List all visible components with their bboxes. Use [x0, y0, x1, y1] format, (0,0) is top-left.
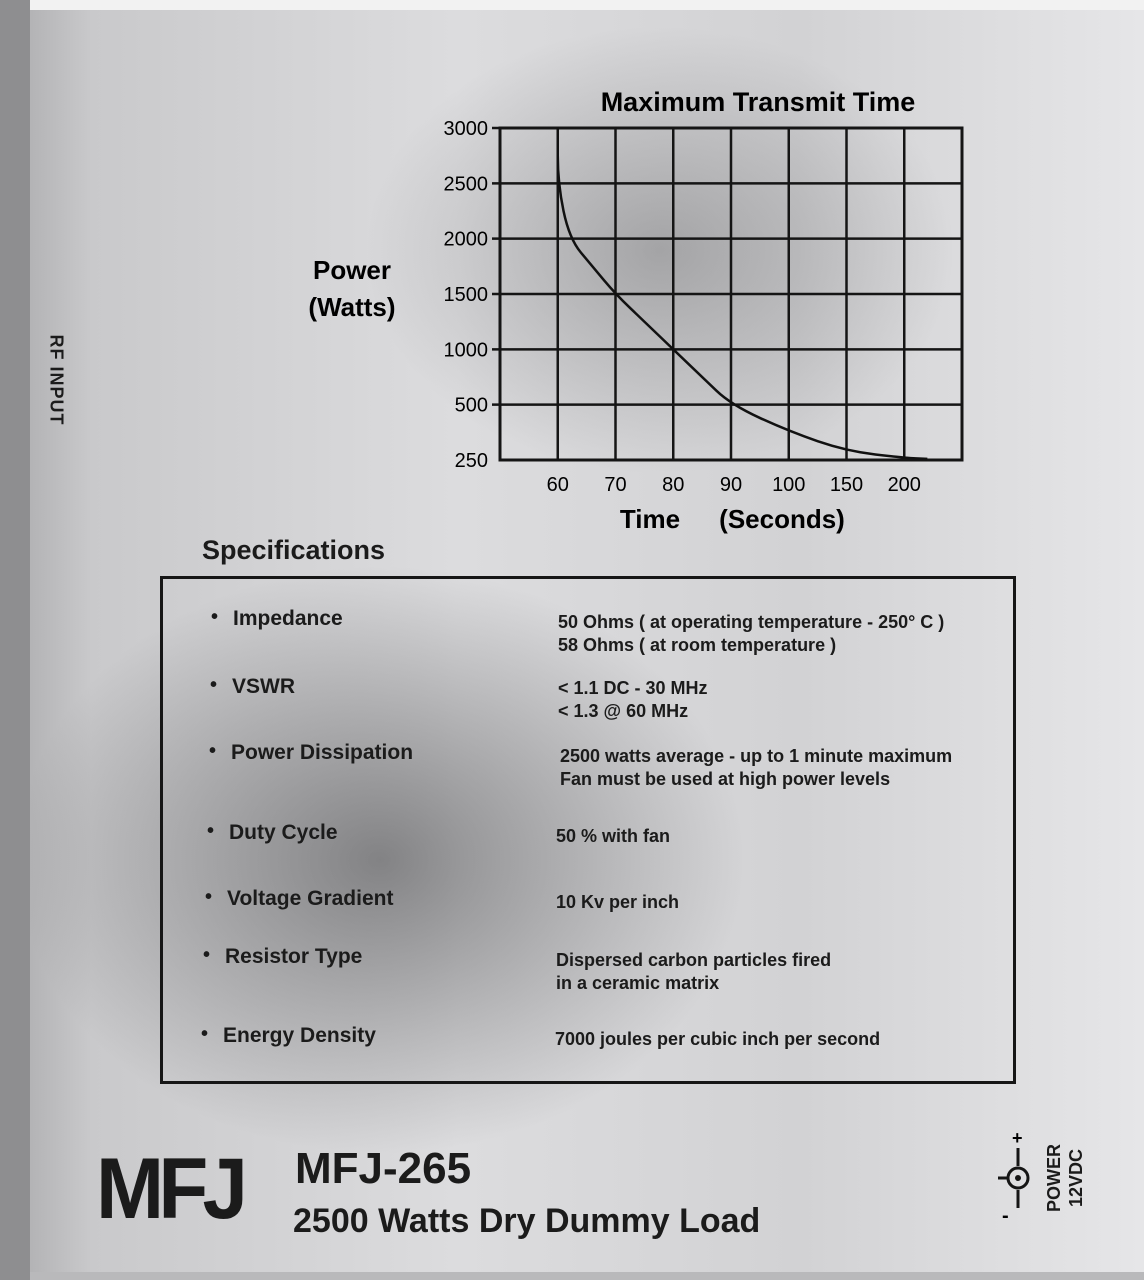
spec-value-line: 10 Kv per inch [556, 892, 680, 912]
rf-input-label [36, 325, 76, 435]
chart-title: Maximum Transmit Time [600, 87, 916, 117]
x-tick-label: 70 [604, 474, 627, 496]
y-tick-label: 250 [454, 450, 488, 472]
power-label [1036, 1132, 1094, 1224]
spec-values [555, 1028, 880, 1051]
spec-value-line: 2500 watts average - up to 1 minute maximum [560, 746, 953, 766]
minus-sign: - [1002, 1205, 1009, 1227]
spec-value-line: < 1.1 DC - 30 MHz [558, 678, 708, 698]
specifications-table [160, 576, 1016, 1084]
spec-label: • Impedance [233, 607, 343, 631]
x-axis-label-line1: Time [619, 504, 681, 534]
spec-label: • VSWR [232, 675, 295, 699]
x-axis-label-line2: (Seconds) [719, 504, 845, 534]
x-tick-label: 80 [662, 474, 685, 496]
y-tick-label: 3000 [443, 118, 488, 140]
spec-values [558, 611, 944, 657]
rf-input-text: RF INPUT [46, 334, 67, 426]
x-tick-label: 150 [829, 474, 864, 496]
y-tick-label: 2500 [443, 173, 488, 196]
dc-jack-polarity-icon [994, 1130, 1042, 1230]
y-axis-label-line1: Power [312, 255, 392, 285]
spec-label: • Voltage Gradient [227, 887, 393, 911]
plus-sign: + [1012, 1130, 1023, 1148]
spec-values [560, 745, 952, 791]
x-tick-label: 100 [772, 474, 806, 496]
spec-value-line: in a ceramic matrix [556, 973, 720, 993]
y-tick-label: 1500 [443, 284, 488, 306]
spec-values [556, 825, 670, 848]
spec-value-line: 50 % with fan [556, 826, 671, 846]
chart-ticks [444, 118, 921, 496]
x-tick-label: 60 [546, 474, 569, 496]
y-tick-label: 500 [454, 394, 488, 417]
spec-label: • Resistor Type [225, 945, 362, 969]
specifications-heading: Specifications [202, 535, 386, 565]
spec-values [556, 891, 679, 914]
spec-value-line: 50 Ohms ( at operating temperature - 250° C ) [558, 612, 945, 632]
transmit-time-chart [290, 80, 980, 540]
chart-grid [492, 128, 962, 460]
spec-value-line: 58 Ohms ( at room temperature ) [558, 635, 837, 655]
spec-values [558, 677, 708, 723]
spec-label: • Power Dissipation [231, 741, 413, 765]
x-tick-label: 200 [887, 474, 921, 496]
power-label-line1: POWER [1044, 1143, 1064, 1213]
spec-label: • Energy Density [223, 1024, 376, 1048]
spec-value-line: Dispersed carbon particles fired [556, 950, 832, 970]
spec-value-line: 7000 joules per cubic inch per second [555, 1029, 881, 1049]
power-label-line2: 12VDC [1066, 1148, 1086, 1208]
spec-value-line: Fan must be used at high power levels [560, 769, 891, 789]
mfj-logo: MFJ [96, 1141, 243, 1237]
x-tick-label: 90 [719, 474, 743, 496]
y-axis-label-line2: (Watts) [308, 292, 396, 322]
product-description: 2500 Watts Dry Dummy Load [293, 1202, 761, 1240]
y-tick-label: 1000 [443, 339, 488, 362]
bottom-strip [30, 1272, 1144, 1280]
top-strip [30, 0, 1144, 10]
spec-label: • Duty Cycle [229, 821, 338, 845]
y-tick-label: 2000 [443, 228, 488, 251]
spec-value-line: < 1.3 @ 60 MHz [558, 701, 689, 721]
spec-values [556, 949, 831, 995]
model-number: MFJ-265 [295, 1144, 472, 1193]
